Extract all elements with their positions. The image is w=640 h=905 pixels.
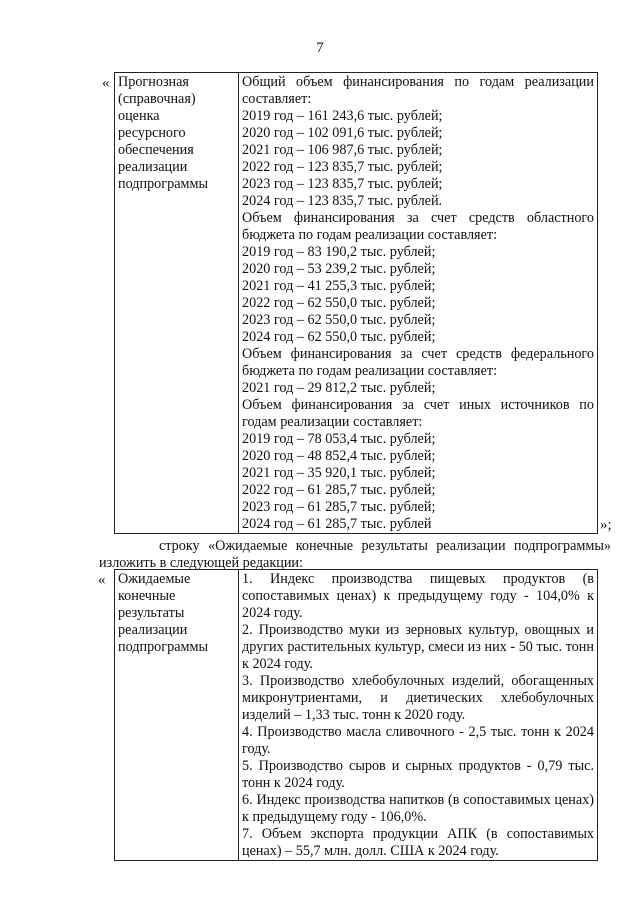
intro-line-1: строку «Ожидаемые конечные результаты реализации подпрограммы» <box>159 538 611 554</box>
open-quote-1: « <box>102 75 110 91</box>
table1-left-line: реализации <box>118 159 188 175</box>
table1-right-line: 2021 год – 41 255,3 тыс. рублей; <box>242 278 436 294</box>
table2-left-line: Ожидаемые <box>118 571 191 587</box>
table1-right-line: 2024 год – 61 285,7 тыс. рублей <box>242 516 432 532</box>
table2-left-cell <box>115 570 239 861</box>
table1-right-line: Общий объем финансирования по годам реализации <box>242 74 594 90</box>
table1-right-line: 2024 год – 123 835,7 тыс. рублей. <box>242 193 443 209</box>
table1-right-line: бюджета по годам реализации составляет: <box>242 363 498 379</box>
table1-right-line: 2022 год – 123 835,7 тыс. рублей; <box>242 159 443 175</box>
table1-right-line: 2022 год – 61 285,7 тыс. рублей; <box>242 482 436 498</box>
result-item: 4. Производство масла сливочного - 2,5 тыс. тонн к 2024 году. <box>242 724 594 757</box>
table1-right-cell <box>239 73 598 534</box>
table2-left-line: результаты <box>118 605 185 621</box>
table1-right-line: составляет: <box>242 91 312 107</box>
table1-right-line: 2024 год – 62 550,0 тыс. рублей; <box>242 329 436 345</box>
table1-right-line: годам реализации составляет: <box>242 414 423 430</box>
table1-right-line: 2023 год – 123 835,7 тыс. рублей; <box>242 176 443 192</box>
table1-right-line: 2022 год – 62 550,0 тыс. рублей; <box>242 295 436 311</box>
table1-left-line: ресурсного <box>118 125 186 141</box>
table1-right-line: 2020 год – 48 852,4 тыс. рублей; <box>242 448 436 464</box>
table1-right-line: Объем финансирования за счет средств областного <box>242 210 594 226</box>
table2-right-cell <box>239 570 598 861</box>
table-expected-results <box>114 569 598 861</box>
intro-text <box>99 538 611 572</box>
table1-right-line: 2021 год – 35 920,1 тыс. рублей; <box>242 465 436 481</box>
table1-right-line: Объем финансирования за счет средств федерального <box>242 346 594 362</box>
table2-left-line: реализации <box>118 622 188 638</box>
result-item: 5. Производство сыров и сырных продуктов - 0,79 тыс. тонн к 2024 году. <box>242 758 594 791</box>
table1-right-line: 2019 год – 83 190,2 тыс. рублей; <box>242 244 436 260</box>
table1-right-line: 2023 год – 61 285,7 тыс. рублей; <box>242 499 436 515</box>
table2-left-line: конечные <box>118 588 176 604</box>
result-item: 1. Индекс производства пищевых продуктов (в сопоставимых ценах) к предыдущему году - 104,0% к 2024 году. <box>242 571 594 621</box>
table1-left-line: оценка <box>118 108 160 124</box>
table2-left-line: подпрограммы <box>118 639 208 655</box>
table1-right-line: Объем финансирования за счет иных источников по <box>242 397 594 413</box>
table1-left-line: обеспечения <box>118 142 194 158</box>
table1-left-line: (справочная) <box>118 91 196 107</box>
table1-right-line: бюджета по годам реализации составляет: <box>242 227 498 243</box>
table1-left-cell <box>115 73 239 534</box>
table-resource-estimate <box>114 72 598 534</box>
intro-line-2: изложить в следующей редакции: <box>99 555 303 571</box>
result-item: 3. Производство хлебобулочных изделий, обогащенных микронутриентами, и диетических хлебобулочных изделий – 1,33 тыс. тонн к 2020 году. <box>242 673 594 723</box>
page-number: 7 <box>316 40 324 56</box>
open-quote-2: « <box>98 572 106 588</box>
table1-right-line: 2019 год – 161 243,6 тыс. рублей; <box>242 108 443 124</box>
table1-left-line: Прогнозная <box>118 74 189 90</box>
result-item: 2. Производство муки из зерновых культур, овощных и других растительных культур, смеси из них - 50 тыс. тонн к 2024 году. <box>242 622 594 672</box>
table1-right-line: 2019 год – 78 053,4 тыс. рублей; <box>242 431 436 447</box>
table1-right-line: 2023 год – 62 550,0 тыс. рублей; <box>242 312 436 328</box>
close-quote-1: »; <box>600 517 612 533</box>
result-item: 6. Индекс производства напитков (в сопоставимых ценах) к предыдущему году - 106,0%. <box>242 792 594 825</box>
table1-right-line: 2020 год – 102 091,6 тыс. рублей; <box>242 125 443 141</box>
table1-right-line: 2020 год – 53 239,2 тыс. рублей; <box>242 261 436 277</box>
table1-right-line: 2021 год – 106 987,6 тыс. рублей; <box>242 142 443 158</box>
table1-right-line: 2021 год – 29 812,2 тыс. рублей; <box>242 380 436 396</box>
table1-left-line: подпрограммы <box>118 176 208 192</box>
result-item: 7. Объем экспорта продукции АПК (в сопоставимых ценах) – 55,7 млн. долл. США к 2024 году. <box>242 826 594 859</box>
